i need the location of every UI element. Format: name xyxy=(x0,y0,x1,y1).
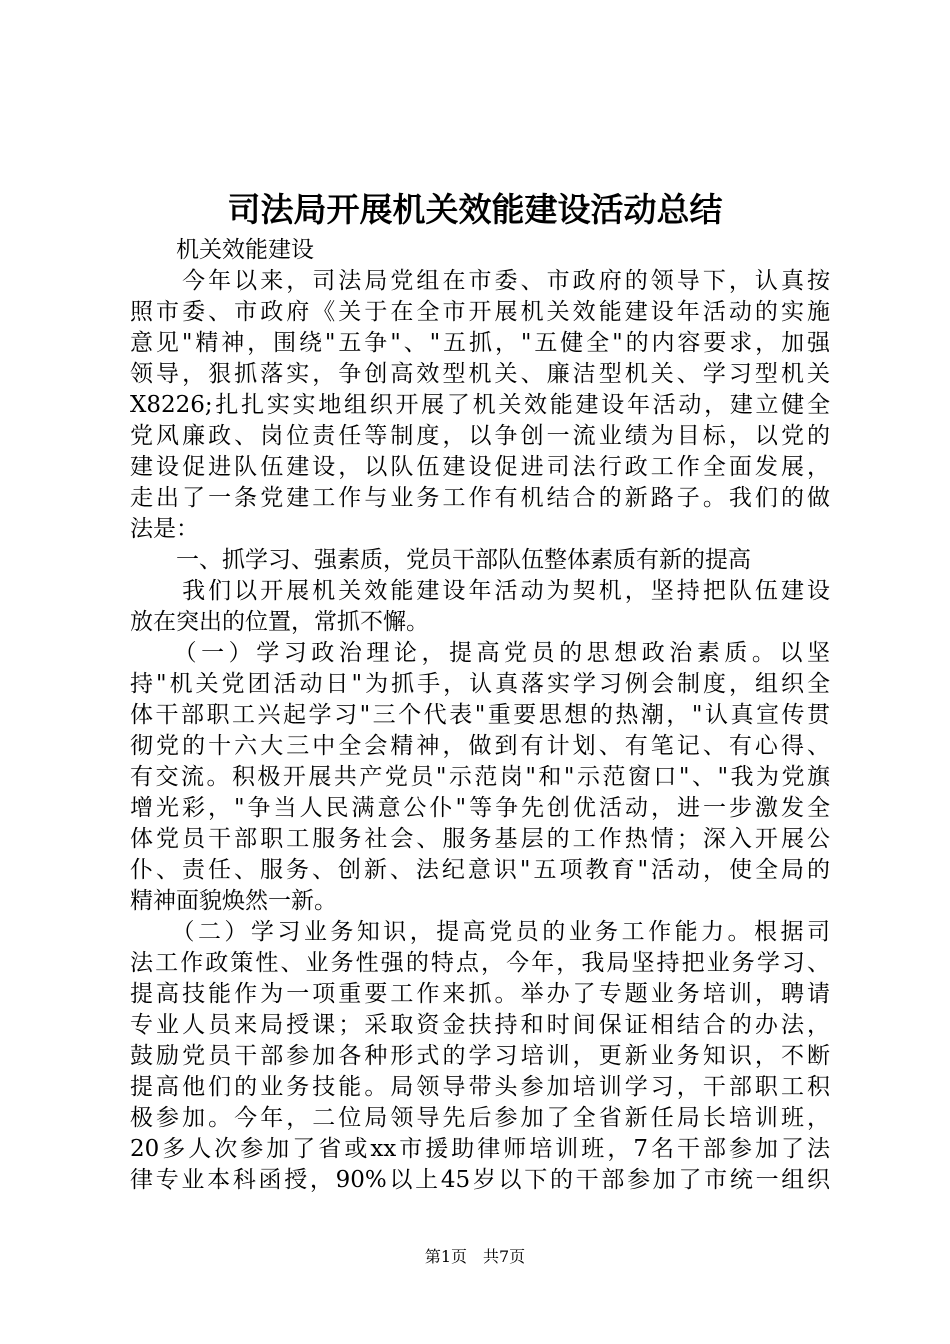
text-line: 持"机关党团活动日"为抓手，认真落实学习例会制度，组织全 xyxy=(130,671,830,697)
text-line: （二）学习业务知识，提高党员的业务工作能力。根据司 xyxy=(130,919,830,945)
text-line: 20多人次参加了省或xx市援助律师培训班，7名干部参加了法 xyxy=(130,1136,830,1162)
text-line: 机关效能建设 xyxy=(130,237,314,263)
text-line: 走出了一条党建工作与业务工作有机结合的新路子。我们的做 xyxy=(130,485,830,511)
text-line: 精神面貌焕然一新。 xyxy=(130,888,337,914)
text-line: 今年以来，司法局党组在市委、市政府的领导下，认真按 xyxy=(130,268,830,294)
text-line: 律专业本科函授，90%以上45岁以下的干部参加了市统一组织 xyxy=(130,1167,830,1193)
text-line: 体党员干部职工服务社会、服务基层的工作热情；深入开展公 xyxy=(130,826,830,852)
text-line: （一）学习政治理论，提高党员的思想政治素质。以坚 xyxy=(130,640,830,666)
document-title: 司法局开展机关效能建设活动总结 xyxy=(227,190,723,229)
text-line: 体干部职工兴起学习"三个代表"重要思想的热潮，"认真宣传贯 xyxy=(130,702,830,728)
text-line: 领导，狠抓落实，争创高效型机关、廉洁型机关、学习型机关 xyxy=(130,361,830,387)
document-body xyxy=(130,235,830,1196)
text-line: 提高他们的业务技能。局领导带头参加培训学习，干部职工积 xyxy=(130,1074,830,1100)
text-line: 提高技能作为一项重要工作来抓。举办了专题业务培训，聘请 xyxy=(130,981,830,1007)
text-line: 法是： xyxy=(130,516,199,542)
text-line: 我们以开展机关效能建设年活动为契机，坚持把队伍建设 xyxy=(130,578,830,604)
text-line: 增光彩，"争当人民满意公仆"等争先创优活动，进一步激发全 xyxy=(130,795,830,821)
text-line: 一、抓学习、强素质，党员干部队伍整体素质有新的提高 xyxy=(130,547,751,573)
text-line: X8226;扎扎实实地组织开展了机关效能建设年活动，建立健全 xyxy=(130,392,830,418)
text-line: 彻党的十六大三中全会精神，做到有计划、有笔记、有心得、 xyxy=(130,733,830,759)
text-line: 法工作政策性、业务性强的特点，今年，我局坚持把业务学习、 xyxy=(130,950,830,976)
text-line: 鼓励党员干部参加各种形式的学习培训，更新业务知识，不断 xyxy=(130,1043,830,1069)
text-line: 极参加。今年，二位局领导先后参加了全省新任局长培训班， xyxy=(130,1105,830,1131)
text-line: 仆、责任、服务、创新、法纪意识"五项教育"活动，使全局的 xyxy=(130,857,830,883)
text-line: 建设促进队伍建设，以队伍建设促进司法行政工作全面发展， xyxy=(130,454,830,480)
text-line: 专业人员来局授课；采取资金扶持和时间保证相结合的办法， xyxy=(130,1012,830,1038)
text-line: 有交流。积极开展共产党员"示范岗"和"示范窗口"、"我为党旗 xyxy=(130,764,830,790)
text-line: 党风廉政、岗位责任等制度，以争创一流业绩为目标，以党的 xyxy=(130,423,830,449)
text-line: 照市委、市政府《关于在全市开展机关效能建设年活动的实施 xyxy=(130,299,830,325)
text-line: 意见"精神，围绕"五争"、"五抓，"五健全"的内容要求，加强 xyxy=(130,330,830,356)
text-line: 放在突出的位置，常抓不懈。 xyxy=(130,609,429,635)
page-number-footer: 第1页 共7页 xyxy=(424,1247,526,1266)
